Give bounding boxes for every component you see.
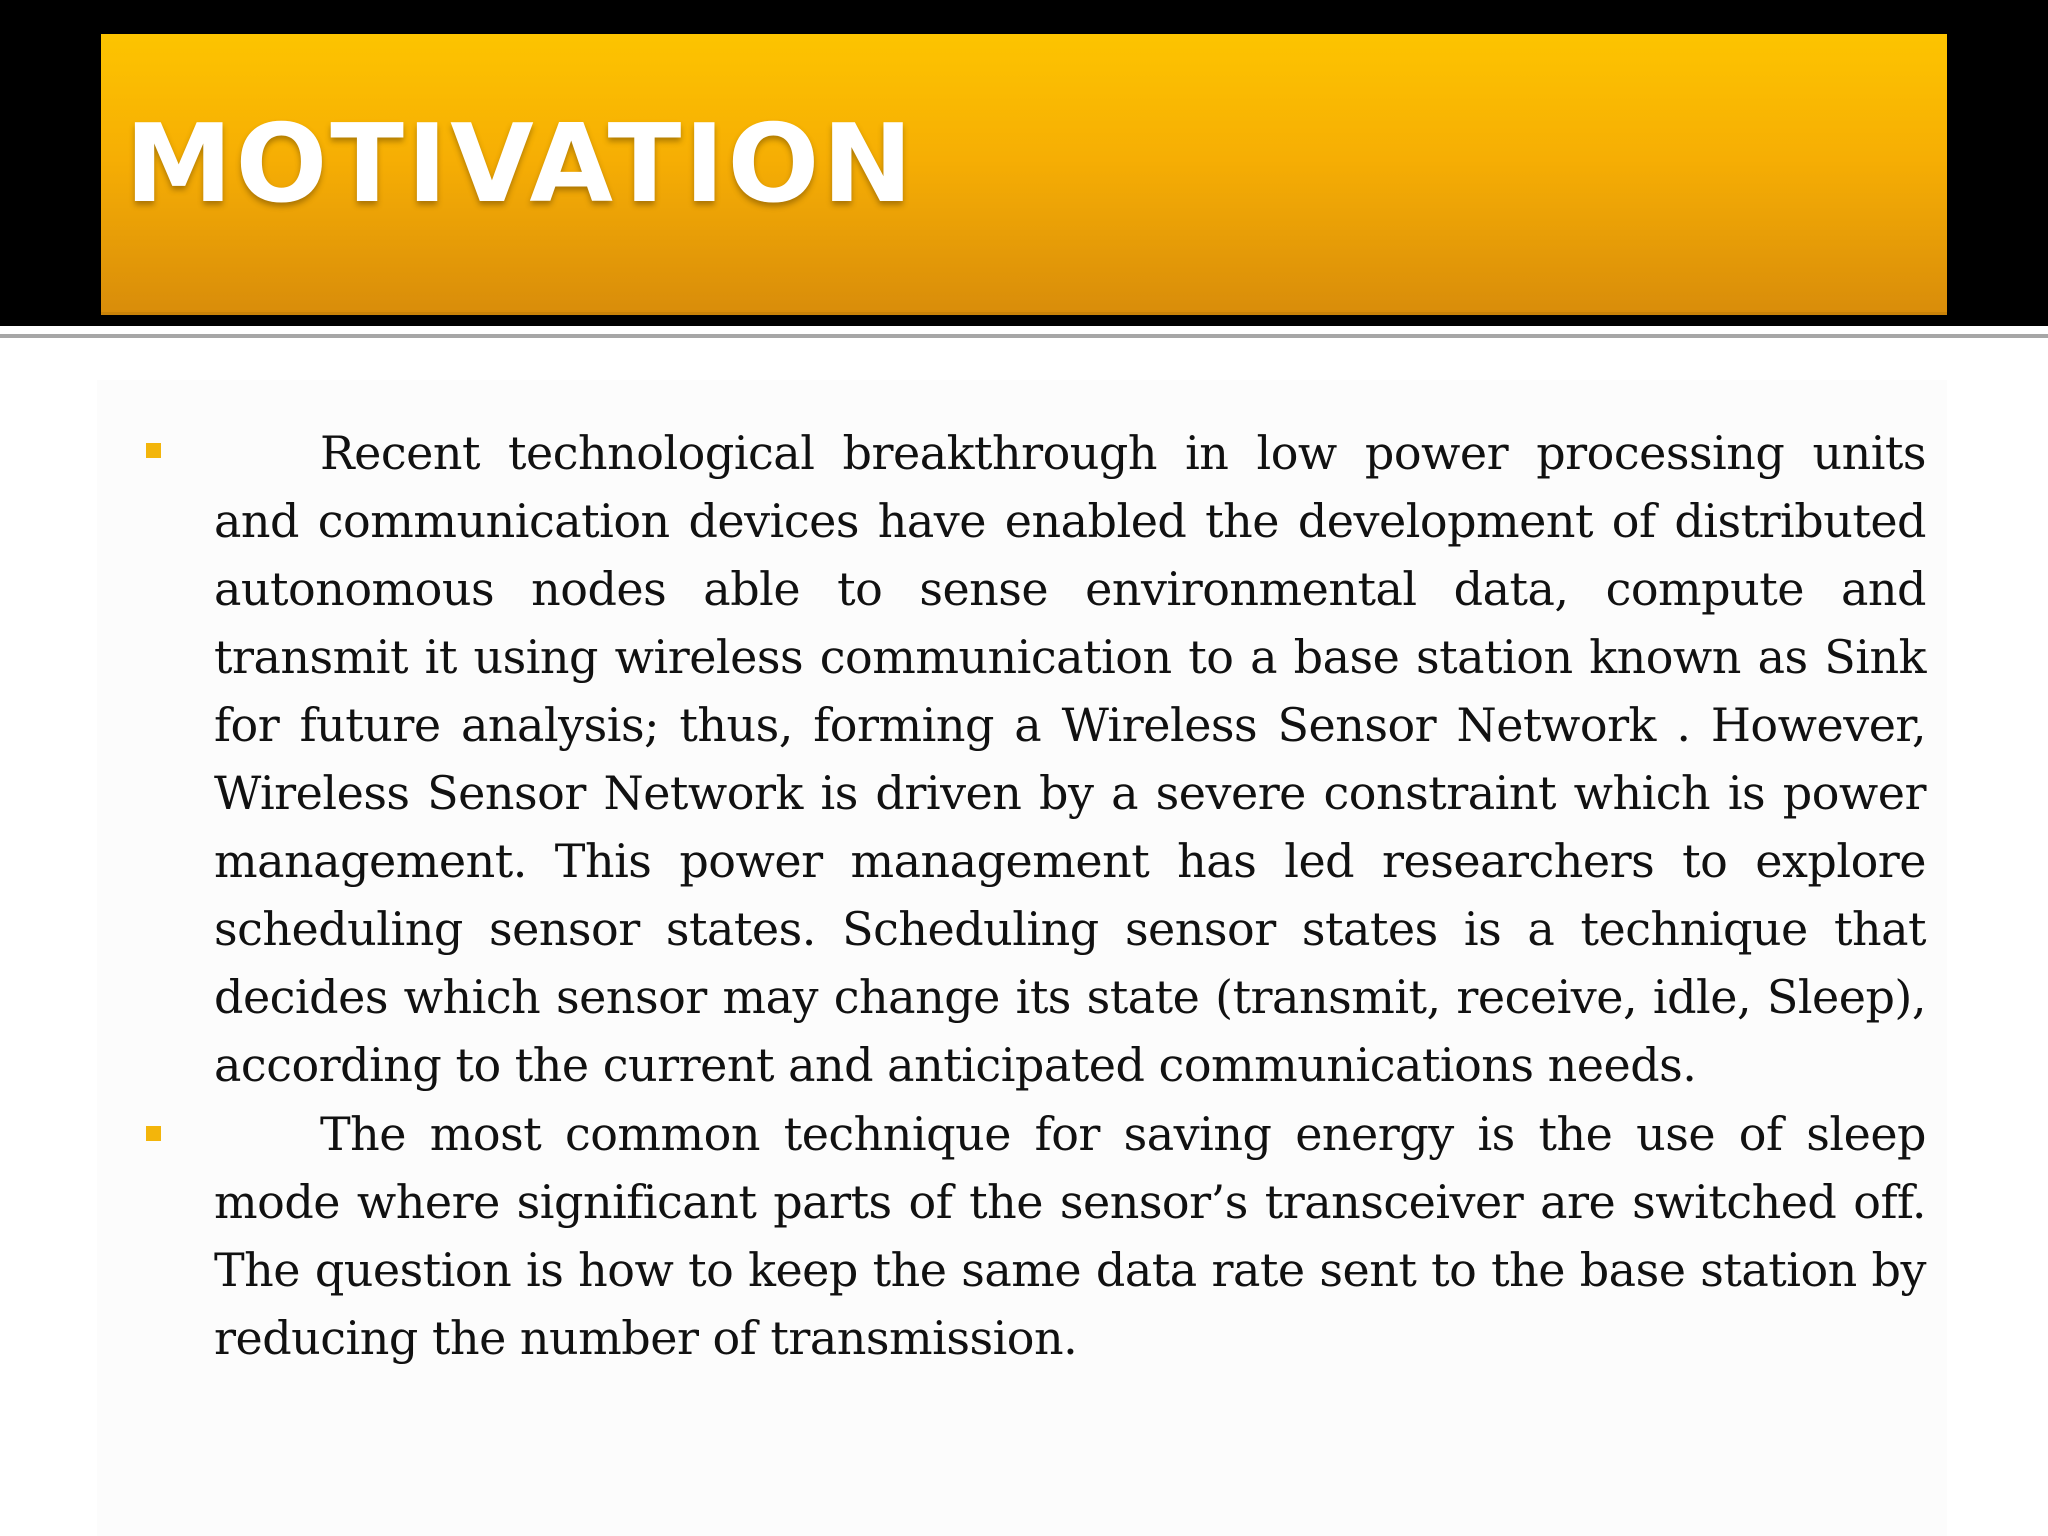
header-divider [0, 326, 2048, 338]
bullet-text: The most common technique for saving energy is the use of sleep mode where significant parts of the sensor’s transceiver are switched off. The question is how to keep the same data rate sent to the base station by reducing the number of transmission. [214, 1107, 1926, 1365]
square-bullet-icon [146, 443, 161, 458]
slide-title: MOTIVATION [125, 102, 916, 227]
bullet-text: Recent technological breakthrough in low power processing units and communication devices have enabled the development of distributed autonomous nodes able to sense environmental data, compute and transmit it using wireless communication to a base station known as Sink for future analysis; thus, forming a Wireless Sensor Network . However, Wireless Sensor Network is driven by a severe constraint which is power management. This power management has led researchers to explore scheduling sensor states. Scheduling sensor states is a technique that decides which sensor may change its state (transmit, receive, idle, Sleep), according to the current and anticipated communications needs. [214, 426, 1926, 1092]
square-bullet-icon [146, 1126, 161, 1141]
